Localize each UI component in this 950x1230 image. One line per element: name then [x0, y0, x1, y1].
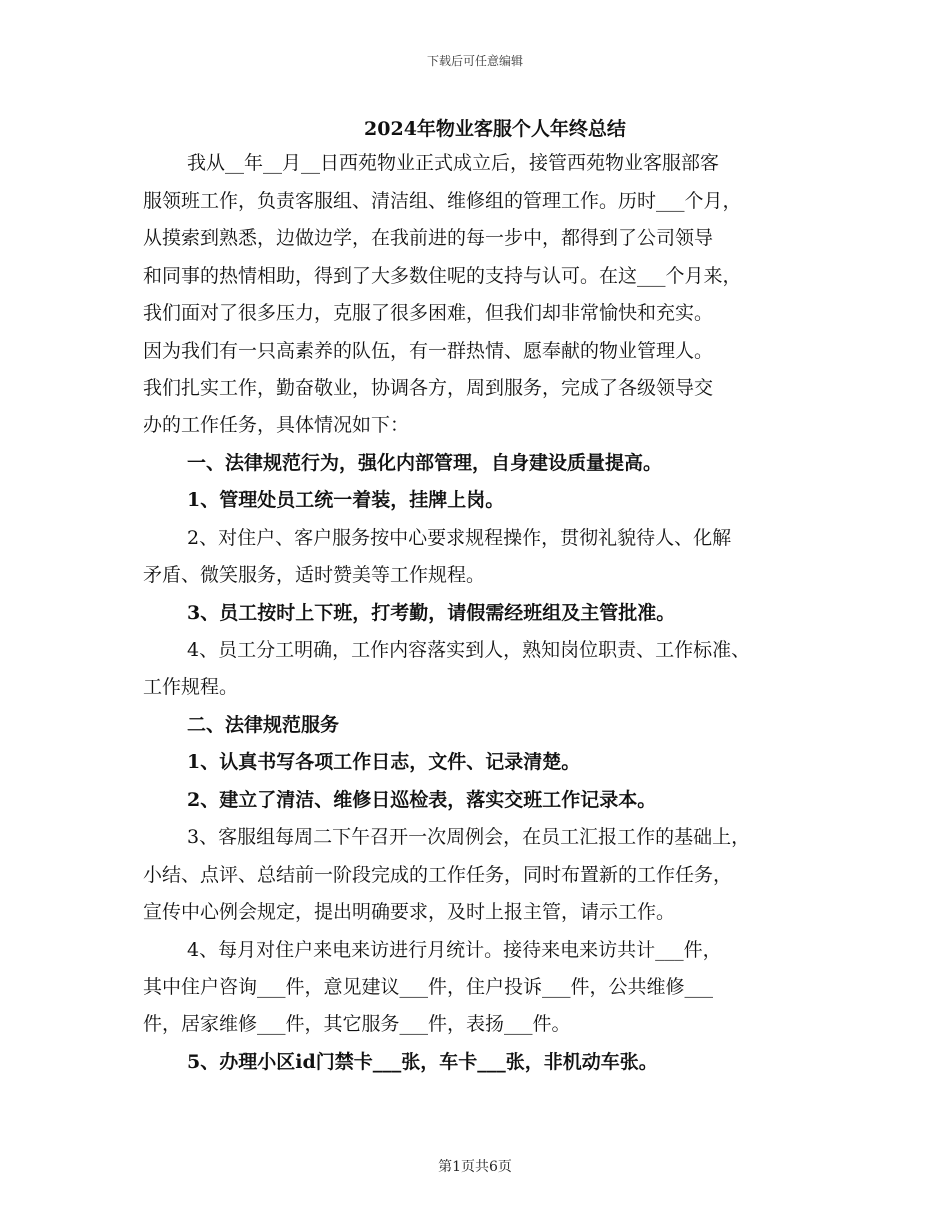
paragraph-line: 从摸索到熟悉，边做边学，在我前进的每一步中，都得到了公司领导 — [143, 227, 714, 249]
section-heading: 二、法律规范服务 — [187, 714, 340, 736]
paragraph-line: 件，居家维修___件，其它服务___件，表扬___件。 — [143, 1013, 571, 1035]
paragraph-line: 服领班工作，负责客服组、清洁组、维修组的管理工作。历时___个月， — [143, 190, 742, 212]
paragraph-line: 矛盾、微笑服务，适时赞美等工作规程。 — [143, 564, 486, 586]
list-item: 3、员工按时上下班，打考勤，请假需经班组及主管批准。 — [187, 602, 676, 624]
list-item: 3、客服组每周二下午召开一次周例会，在员工汇报工作的基础上， — [187, 826, 751, 848]
paragraph-line: 其中住户咨询___件，意见建议___件，住户投诉___件，公共维修___ — [143, 976, 714, 998]
list-item: 5、办理小区id门禁卡___张，车卡___张，非机动车张。 — [187, 1051, 658, 1073]
document-title: 2024年物业客服个人年终总结 — [364, 118, 626, 140]
paragraph-line: 因为我们有一只高素养的队伍，有一群热情、愿奉献的物业管理人。 — [143, 340, 714, 362]
paragraph-line: 工作规程。 — [143, 676, 239, 698]
section-heading: 一、法律规范行为，强化内部管理，自身建设质量提高。 — [187, 452, 663, 474]
list-item: 4、每月对住户来电来访进行月统计。接待来电来访共计___件， — [187, 939, 722, 961]
paragraph-line: 我们扎实工作，勤奋敬业，协调各方，周到服务，完成了各级领导交 — [143, 377, 714, 399]
paragraph-line: 我从__年__月__日西苑物业正式成立后，接管西苑物业客服部客 — [187, 152, 720, 174]
page-number: 第1页共6页 — [438, 1159, 512, 1175]
paragraph-line: 和同事的热情相助，得到了大多数住呢的支持与认可。在这___个月来， — [143, 265, 742, 287]
paragraph-line: 宣传中心例会规定，提出明确要求，及时上报主管，请示工作。 — [143, 901, 676, 923]
list-item: 1、管理处员工统一着装，挂牌上岗。 — [187, 489, 505, 511]
paragraph-line: 我们面对了很多压力，克服了很多困难，但我们却非常愉快和充实。 — [143, 302, 714, 324]
list-item: 1、认真书写各项工作日志，文件、记录清楚。 — [187, 751, 581, 773]
paragraph-line: 办的工作任务，具体情况如下： — [143, 414, 410, 436]
list-item: 2、对住户、客户服务按中心要求规程操作，贯彻礼貌待人、化解 — [187, 527, 732, 549]
list-item: 2、建立了清洁、维修日巡检表，落实交班工作记录本。 — [187, 789, 657, 811]
paragraph-line: 小结、点评、总结前一阶段完成的工作任务，同时布置新的工作任务， — [143, 864, 733, 886]
header-note: 下载后可任意编辑 — [426, 54, 523, 68]
list-item: 4、员工分工明确，工作内容落实到人，熟知岗位职责、工作标准、 — [187, 639, 751, 661]
